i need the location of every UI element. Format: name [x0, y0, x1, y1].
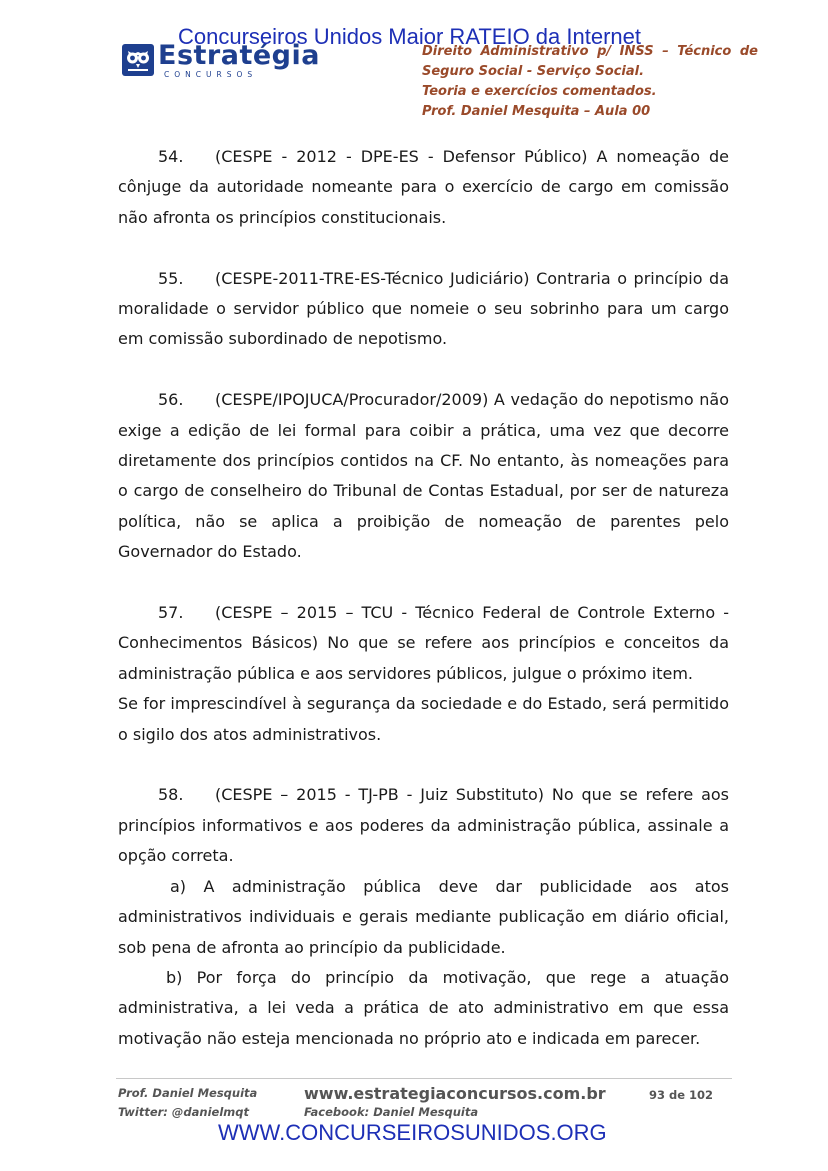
watermark-top: Concurseiros Unidos Maior RATEIO da Internet — [178, 24, 641, 49]
question-55 — [118, 264, 729, 355]
header-line-1: Direito Administrativo p/ INSS – Técnico de — [422, 44, 758, 59]
question-text: cônjuge da autoridade nomeante para o exercício de cargo em comissão não afronta os princípios constitucionais. — [118, 177, 729, 227]
question-first-line: (CESPE - 2012 - DPE-ES - Defensor Público) A nomeação de — [215, 147, 729, 166]
question-57-statement: Se for imprescindível à segurança da sociedade e do Estado, será permitido o sigilo dos atos administrativos. — [118, 694, 729, 744]
footer-divider — [116, 1078, 732, 1079]
footer-website-link[interactable]: www.estrategiaconcursos.com.br — [304, 1084, 606, 1103]
logo-wordmark: Estratégia — [158, 40, 320, 71]
watermark-bottom: WWW.CONCURSEIROSUNIDOS.ORG — [218, 1120, 607, 1145]
question-number: 56. — [158, 390, 184, 410]
question-57 — [118, 598, 729, 689]
owl-logo-icon — [122, 44, 154, 76]
question-first-line: (CESPE/IPOJUCA/Procurador/2009) A vedação do nepotismo — [215, 390, 694, 410]
header-line-3: Teoria e exercícios comentados. — [422, 84, 657, 99]
footer-author-name: Prof. Daniel Mesquita — [118, 1086, 258, 1100]
logo-subtitle: CONCURSOS — [164, 70, 258, 79]
question-58 — [118, 780, 729, 871]
question-text: não exige a edição de lei formal para coibir a prática, uma vez que decorre diretamente dos princípios contidos na CF. No entanto, às nomeações para o cargo de conselheiro do Tribunal de Contas Estadual, por ser de natureza política, não se aplica a proibição de nomeação de parentes pelo Governador do Estado. — [118, 390, 729, 562]
footer-twitter: Twitter: @danielmqt — [118, 1105, 249, 1119]
question-number: 57. — [158, 603, 184, 623]
question-text: aos princípios informativos e aos poderes da administração pública, assinale a opção correta. — [118, 785, 729, 866]
document-body — [118, 142, 729, 1054]
question-first-line: (CESPE-2011-TRE-ES-Técnico Judiciário) Contraria o — [215, 268, 627, 288]
question-56 — [118, 385, 729, 567]
course-header — [422, 42, 758, 122]
footer-facebook: Facebook: Daniel Mesquita — [304, 1105, 479, 1119]
question-first-line: (CESPE – 2015 – TCU - Técnico Federal de Controle Externo — [215, 603, 716, 623]
footer-site-block — [304, 1084, 606, 1121]
option-b: b) Por força do princípio da motivação, que rege a atuação administrativa, a lei veda a prática de ato administrativo em que essa motivação não esteja mencionada no próprio ato e indicada em parecer. — [118, 967, 729, 1048]
footer-author — [118, 1084, 257, 1122]
question-54 — [118, 142, 729, 233]
header-line-2: Seguro Social - Serviço Social. — [422, 64, 645, 79]
question-first-line: (CESPE – 2015 - TJ-PB - Juiz Substituto) No que se refere — [215, 785, 694, 805]
question-number: 58. — [158, 785, 184, 805]
question-text: - Conhecimentos Básicos) No que se refere aos princípios e conceitos da administração pública e aos servidores públicos, julgue o próximo item. — [118, 603, 729, 683]
header-line-4: Prof. Daniel Mesquita – Aula 00 — [422, 104, 651, 119]
page-number: 93 de 102 — [649, 1088, 714, 1102]
question-text: princípio da moralidade o servidor público que nomeie o seu sobrinho para um cargo em comissão subordinado de nepotismo. — [118, 268, 729, 349]
option-a: a) A administração pública deve dar publicidade aos atos administrativos individuais e gerais mediante publicação em diário oficial, sob pena de afronta ao princípio da publicidade. — [118, 876, 729, 957]
question-number: 55. — [158, 268, 184, 288]
question-number: 54. — [158, 147, 184, 166]
